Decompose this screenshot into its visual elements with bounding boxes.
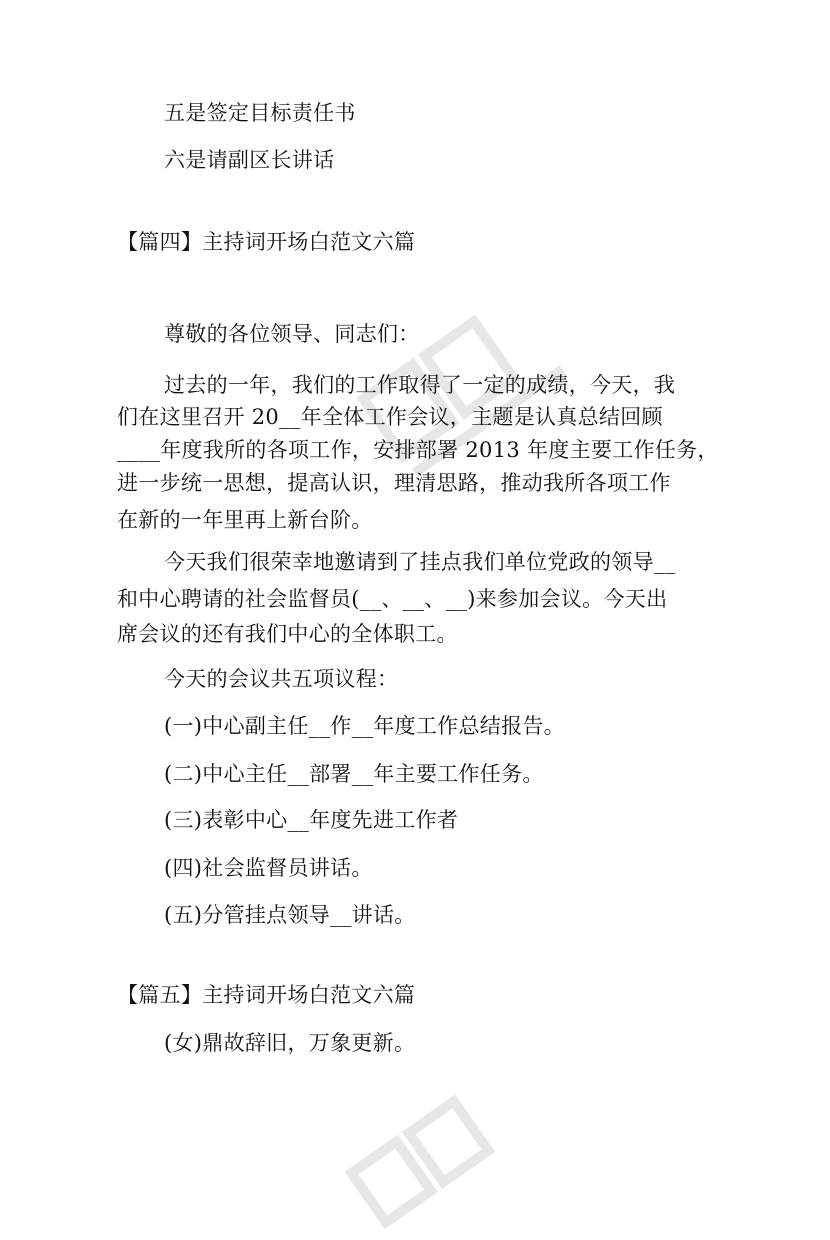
text-line: 五是签定目标责任书 [164, 101, 356, 125]
paragraph-line: ____年度我所的各项工作，安排部署 2013 年度主要工作任务， [117, 438, 719, 462]
section-heading: 【篇四】主持词开场白范文六篇 [117, 230, 416, 254]
salutation: 尊敬的各位领导、同志们： [164, 322, 420, 346]
agenda-item: (三)表彰中心__年度先进工作者 [164, 808, 459, 832]
paragraph-line: 今天我们很荣幸地邀请到了挂点我们单位党政的领导__ [164, 550, 676, 574]
agenda-item: (四)社会监督员讲话。 [164, 856, 373, 880]
paragraph-line: 席会议的还有我们中心的全体职工。 [117, 622, 458, 646]
agenda-item: (五)分管挂点领导__讲话。 [164, 903, 416, 927]
agenda-item: (一)中心副主任__作__年度工作总结报告。 [164, 714, 565, 738]
watermark-logo [330, 1080, 550, 1240]
paragraph-line: (女)鼎故辞旧，万象更新。 [164, 1031, 416, 1055]
paragraph-line: 过去的一年，我们的工作取得了一定的成绩，今天，我 [164, 373, 676, 397]
agenda-item: (二)中心主任__部署__年主要工作任务。 [164, 762, 544, 786]
text-line: 六是请副区长讲话 [164, 148, 335, 172]
paragraph-line: 进一步统一思想，提高认识，理清思路，推动我所各项工作 [117, 471, 671, 495]
paragraph-line: 和中心聘请的社会监督员(__、__、__)来参加会议。今天出 [117, 587, 668, 611]
paragraph-line: 今天的会议共五项议程： [164, 667, 399, 691]
paragraph-line: 在新的一年里再上新台阶。 [117, 508, 373, 532]
paragraph-line: 们在这里召开 20__年全体工作会议，主题是认真总结回顾 [117, 405, 663, 429]
section-heading: 【篇五】主持词开场白范文六篇 [117, 983, 416, 1007]
